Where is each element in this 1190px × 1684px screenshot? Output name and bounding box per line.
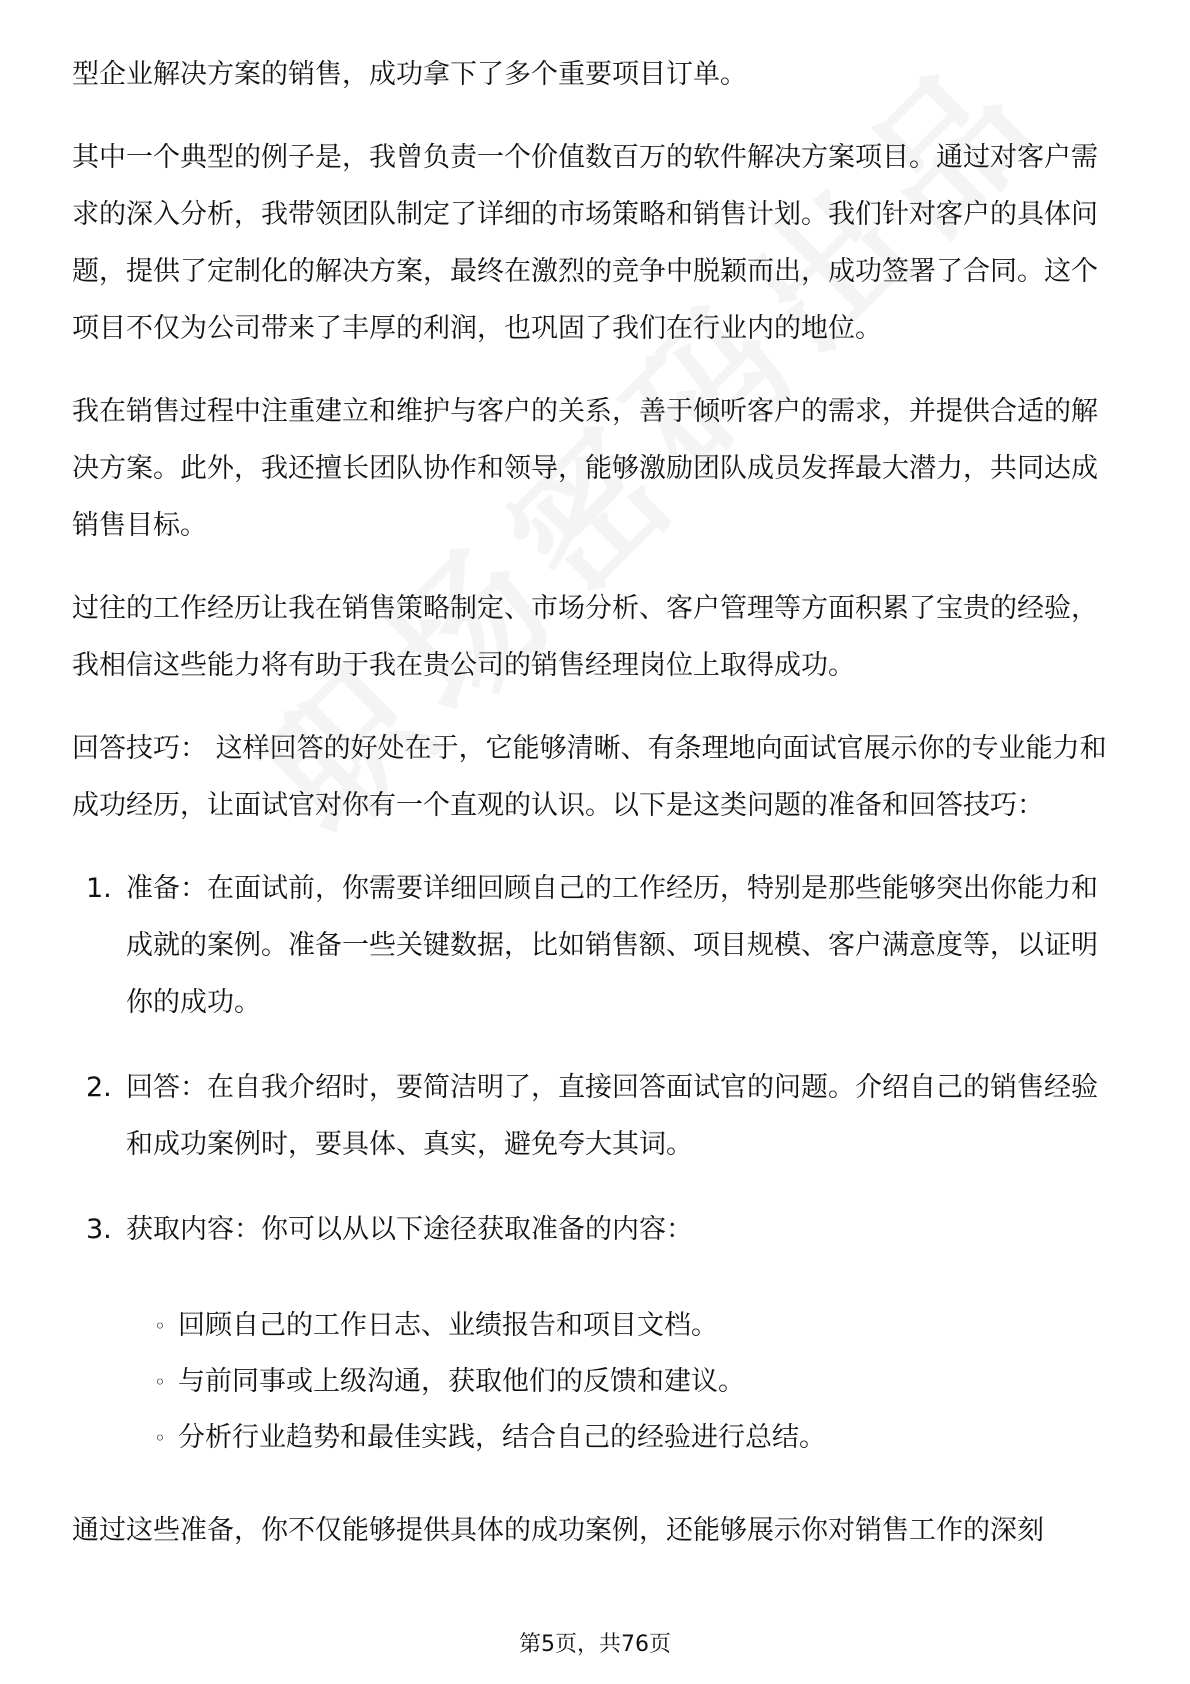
list-item [72, 860, 1122, 1031]
list-number: 2. [86, 1072, 112, 1103]
sub-list-item [72, 1410, 1122, 1466]
sub-list-item [72, 1354, 1122, 1410]
sub-list [72, 1298, 1122, 1466]
sub-list-item-text: 与前同事或上级沟通，获取他们的反馈和建议。 [178, 1366, 745, 1397]
list-item-text: 回答：在自我介绍时，要简洁明了，直接回答面试官的问题。介绍自己的销售经验和成功案例时，要具体、真实，避免夸大其词。 [126, 1072, 1098, 1160]
list-number: 3. [86, 1214, 112, 1245]
bullet-icon: ◦ [154, 1370, 166, 1394]
closing-paragraph: 通过这些准备，你不仅能够提供具体的成功案例，还能够展示你对销售工作的深刻 [72, 1515, 1044, 1546]
list-number: 1. [86, 873, 112, 904]
paragraph: 我在销售过程中注重建立和维护与客户的关系，善于倾听客户的需求，并提供合适的解决方案。此外，我还擅长团队协作和领导，能够激励团队成员发挥最大潜力，共同达成销售目标。 [72, 396, 1098, 541]
document-body [72, 46, 1122, 1585]
list-item-text: 准备：在面试前，你需要详细回顾自己的工作经历，特别是那些能够突出你能力和成就的案例。准备一些关键数据，比如销售额、项目规模、客户满意度等，以证明你的成功。 [126, 873, 1098, 1018]
list-item [72, 1201, 1122, 1258]
sub-list-item [72, 1298, 1122, 1354]
bullet-icon: ◦ [154, 1314, 166, 1338]
tips-list [72, 860, 1122, 1258]
paragraph: 型企业解决方案的销售，成功拿下了多个重要项目订单。 [72, 59, 747, 90]
answer-tips-paragraph: 回答技巧： 这样回答的好处在于，它能够清晰、有条理地向面试官展示你的专业能力和成功经历，让面试官对你有一个直观的认识。以下是这类问题的准备和回答技巧： [72, 733, 1107, 821]
sub-list-item-text: 回顾自己的工作日志、业绩报告和项目文档。 [178, 1310, 718, 1341]
sub-list-item-text: 分析行业趋势和最佳实践，结合自己的经验进行总结。 [178, 1422, 826, 1453]
paragraph: 其中一个典型的例子是，我曾负责一个价值数百万的软件解决方案项目。通过对客户需求的深入分析，我带领团队制定了详细的市场策略和销售计划。我们针对客户的具体问题，提供了定制化的解决方案，最终在激烈的竞争中脱颖而出，成功签署了合同。这个项目不仅为公司带来了丰厚的利润，也巩固了我们在行业内的地位。 [72, 142, 1098, 344]
list-item [72, 1059, 1122, 1173]
page-number-footer: 第5页，共76页 [519, 1632, 671, 1657]
list-item-text: 获取内容：你可以从以下途径获取准备的内容： [126, 1214, 693, 1245]
paragraph: 过往的工作经历让我在销售策略制定、市场分析、客户管理等方面积累了宝贵的经验，我相信这些能力将有助于我在贵公司的销售经理岗位上取得成功。 [72, 593, 1098, 681]
bullet-icon: ◦ [154, 1426, 166, 1450]
